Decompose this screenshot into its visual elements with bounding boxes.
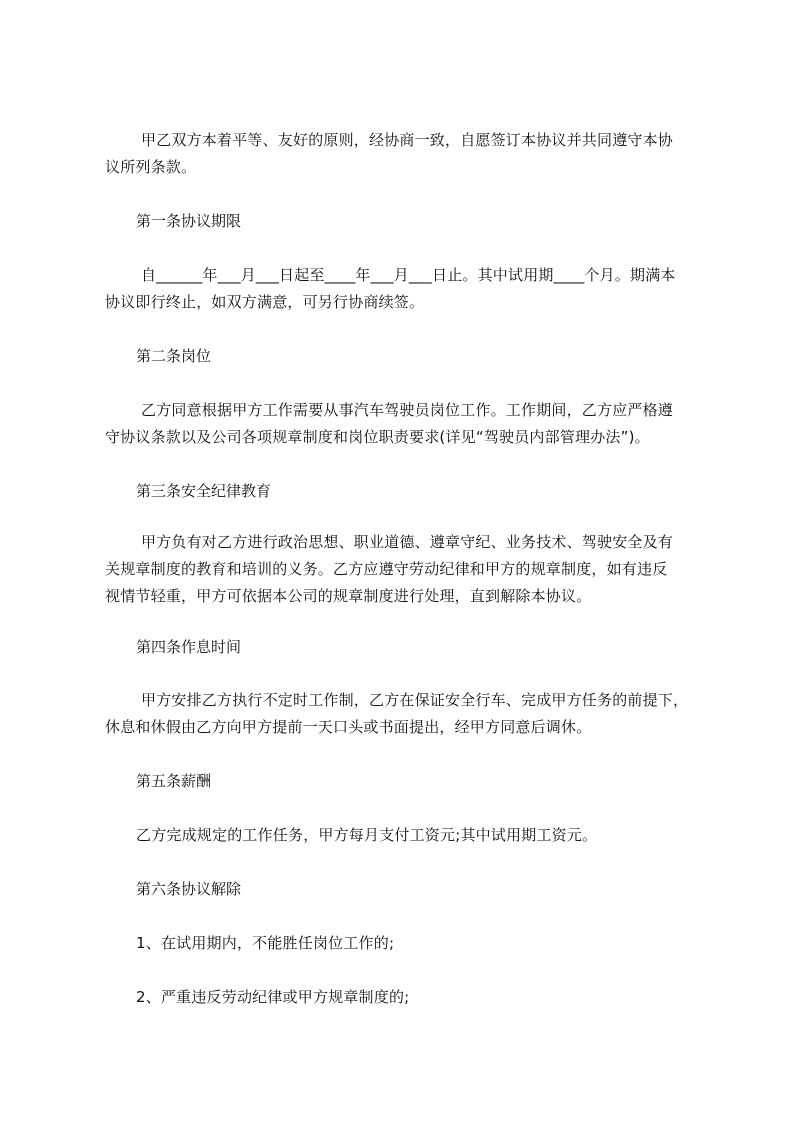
article-4-title: 第四条作息时间 bbox=[136, 638, 242, 656]
article-6-item-1: 1、在试用期内，不能胜任岗位工作的; bbox=[136, 934, 395, 952]
intro-line-2: 议所列条款。 bbox=[105, 158, 197, 176]
article-1-title: 第一条协议期限 bbox=[136, 212, 242, 230]
article-3-line-1: 甲方负有对乙方进行政治思想、职业道德、遵章守纪、业务技术、驾驶安全及有 bbox=[141, 533, 674, 551]
article-3-line-3: 视情节轻重，甲方可依据本公司的规章制度进行处理，直到解除本协议。 bbox=[105, 587, 592, 605]
article-4-line-1: 甲方安排乙方执行不定时工作制，乙方在保证安全行车、完成甲方任务的前提下， bbox=[141, 691, 689, 709]
article-3-line-2: 关规章制度的教育和培训的义务。乙方应遵守劳动纪律和甲方的规章制度，如有违反 bbox=[105, 560, 668, 578]
article-2-title: 第二条岗位 bbox=[136, 347, 212, 365]
article-3-title: 第三条安全纪律教育 bbox=[136, 482, 272, 500]
article-4-line-2: 休息和休假由乙方向甲方提前一天口头或书面提出，经甲方同意后调休。 bbox=[105, 718, 592, 736]
article-2-line-2: 守协议条款以及公司各项规章制度和岗位职责要求(详见“驾驶员内部管理办法”)。 bbox=[105, 428, 650, 446]
intro-line-1: 甲乙双方本着平等、友好的原则，经协商一致，自愿签订本协议并共同遵守本协 bbox=[141, 131, 674, 149]
article-1-line-1: 自______年___月___日起至____年___月___日止。其中试用期____个月。期满本 bbox=[141, 266, 676, 284]
article-5-line-1: 乙方完成规定的工作任务，甲方每月支付工资元;其中试用期工资元。 bbox=[136, 826, 598, 844]
article-6-title: 第六条协议解除 bbox=[136, 880, 242, 898]
article-6-item-2: 2、严重违反劳动纪律或甲方规章制度的; bbox=[136, 988, 410, 1006]
article-5-title: 第五条薪酬 bbox=[136, 772, 212, 790]
article-2-line-1: 乙方同意根据甲方工作需要从事汽车驾驶员岗位工作。工作期间，乙方应严格遵 bbox=[141, 401, 674, 419]
article-1-line-2: 协议即行终止，如双方满意，可另行协商续签。 bbox=[105, 293, 425, 311]
